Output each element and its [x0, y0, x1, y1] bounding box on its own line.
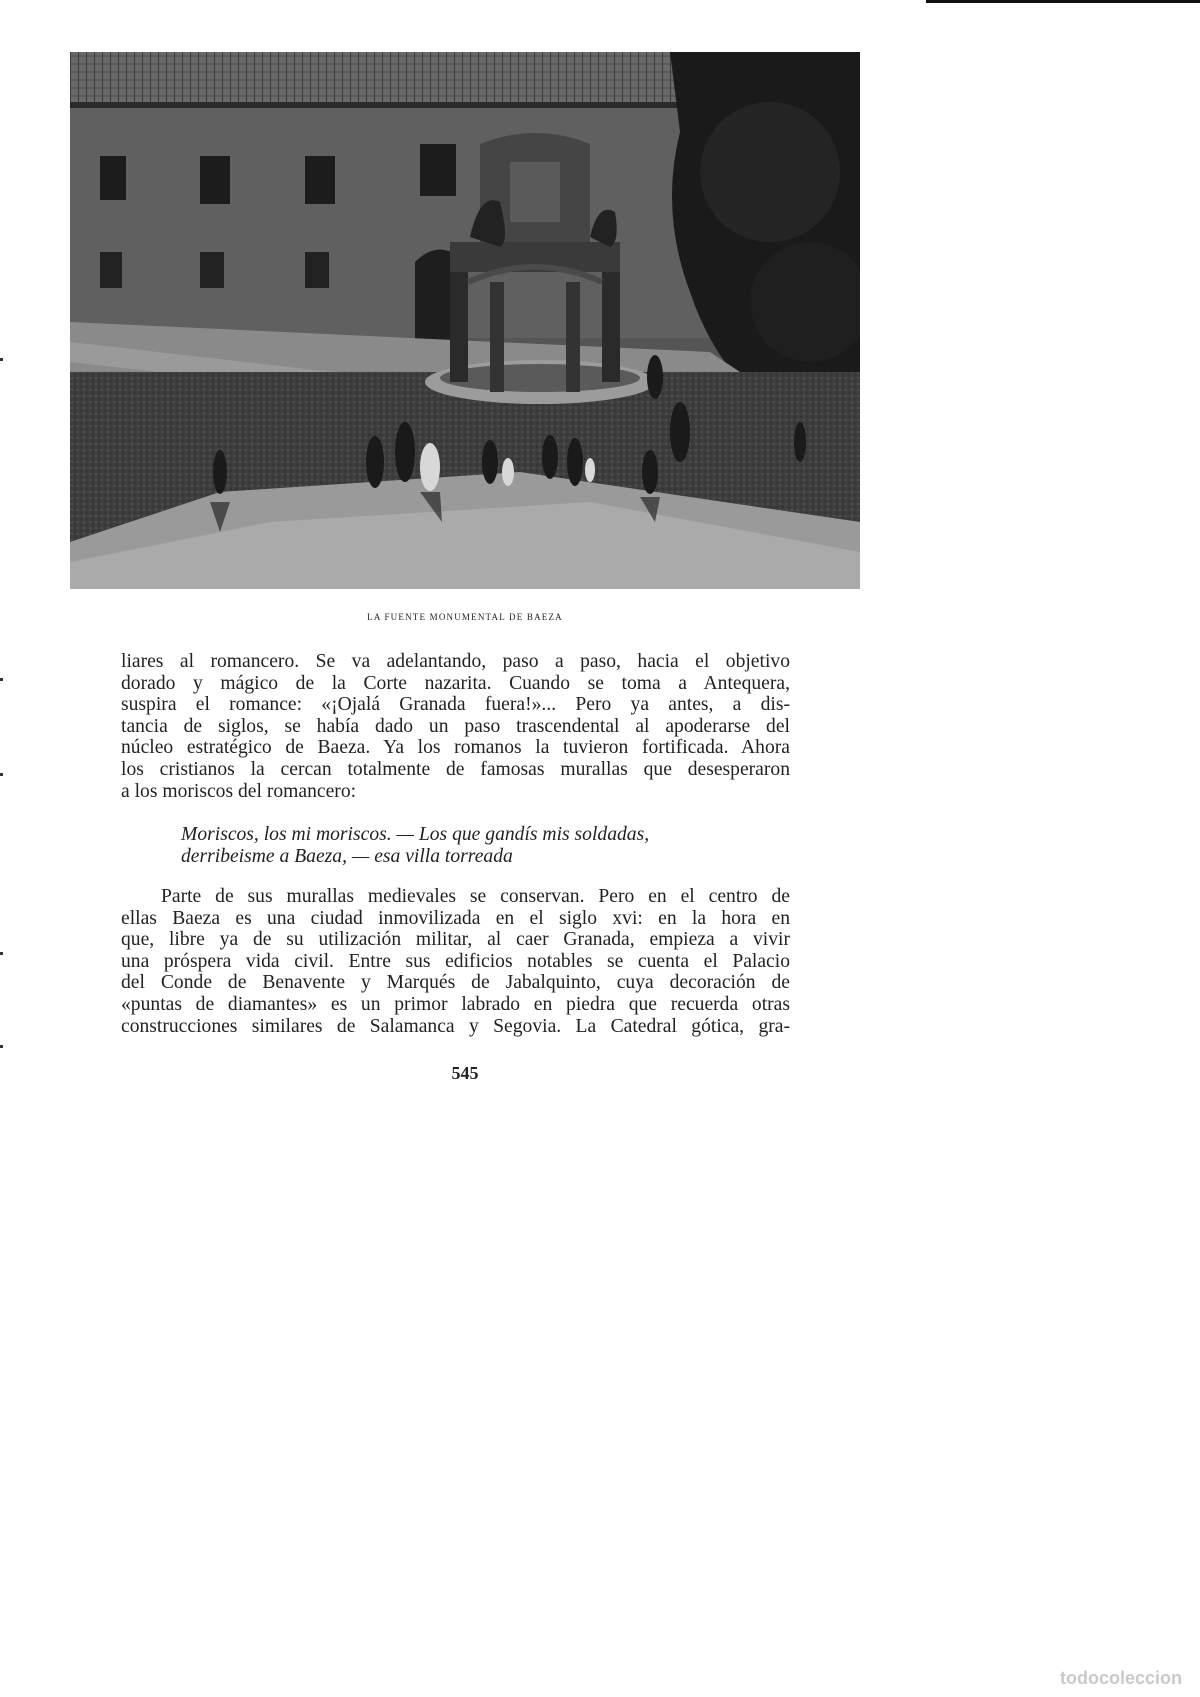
top-rule [926, 0, 1200, 3]
paragraph-2-text [121, 886, 790, 1037]
text-line: tancia de siglos, se había dado un paso trascendental al apoderarse del [121, 715, 790, 737]
margin-mark [0, 952, 3, 955]
photo-caption: LA FUENTE MONUMENTAL DE BAEZA [367, 612, 563, 622]
margin-mark [0, 678, 3, 681]
text-line: núcleo estratégico de Baeza. Ya los romanos la tuvieron fortificada. Ahora [121, 737, 790, 759]
text-line: los cristianos la cercan totalmente de famosas murallas que desesperaron [121, 758, 790, 780]
paragraph-1-text [121, 651, 790, 802]
margin-mark [0, 358, 3, 361]
page-number: 545 [451, 1063, 479, 1083]
text-line: «puntas de diamantes» es un primor labrado en piedra que recuerda otras [121, 993, 790, 1015]
text-line: suspira el romance: «¡Ojalá Granada fuera!»... Pero ya antes, a dis- [121, 694, 790, 716]
text-line: liares al romancero. Se va adelantando, paso a paso, hacia el objetivo [121, 651, 790, 672]
text-line: ellas Baeza es una ciudad inmovilizada en el siglo xvi: en la hora en [121, 907, 790, 929]
text-line: una próspera vida civil. Entre sus edificios notables se cuenta el Palacio [121, 950, 790, 972]
verse-quote [181, 824, 801, 867]
text-line: construcciones similares de Salamanca y Segovia. La Catedral gótica, gra- [121, 1015, 790, 1037]
margin-mark [0, 773, 3, 776]
photograph [70, 52, 860, 589]
verse-line: derribeisme a Baeza, — esa villa torreada [181, 845, 513, 867]
photo-fountain-baeza-icon [70, 52, 860, 589]
paragraph-1 [121, 651, 790, 802]
text-line: que, libre ya de su utilización militar, al caer Granada, empieza a vivir [121, 929, 790, 951]
paragraph-2 [121, 886, 790, 1037]
text-line: a los moriscos del romancero: [121, 780, 357, 802]
watermark: todocoleccion [1059, 1668, 1182, 1688]
text-line: Parte de sus murallas medievales se conservan. Pero en el centro de [161, 886, 790, 907]
margin-mark [0, 1045, 3, 1048]
text-line: del Conde de Benavente y Marqués de Jabalquinto, cuya decoración de [121, 972, 790, 994]
verse-line: Moriscos, los mi moriscos. — Los que gandís mis soldadas, [181, 824, 650, 845]
text-line: dorado y mágico de la Corte nazarita. Cuando se toma a Antequera, [121, 672, 790, 694]
